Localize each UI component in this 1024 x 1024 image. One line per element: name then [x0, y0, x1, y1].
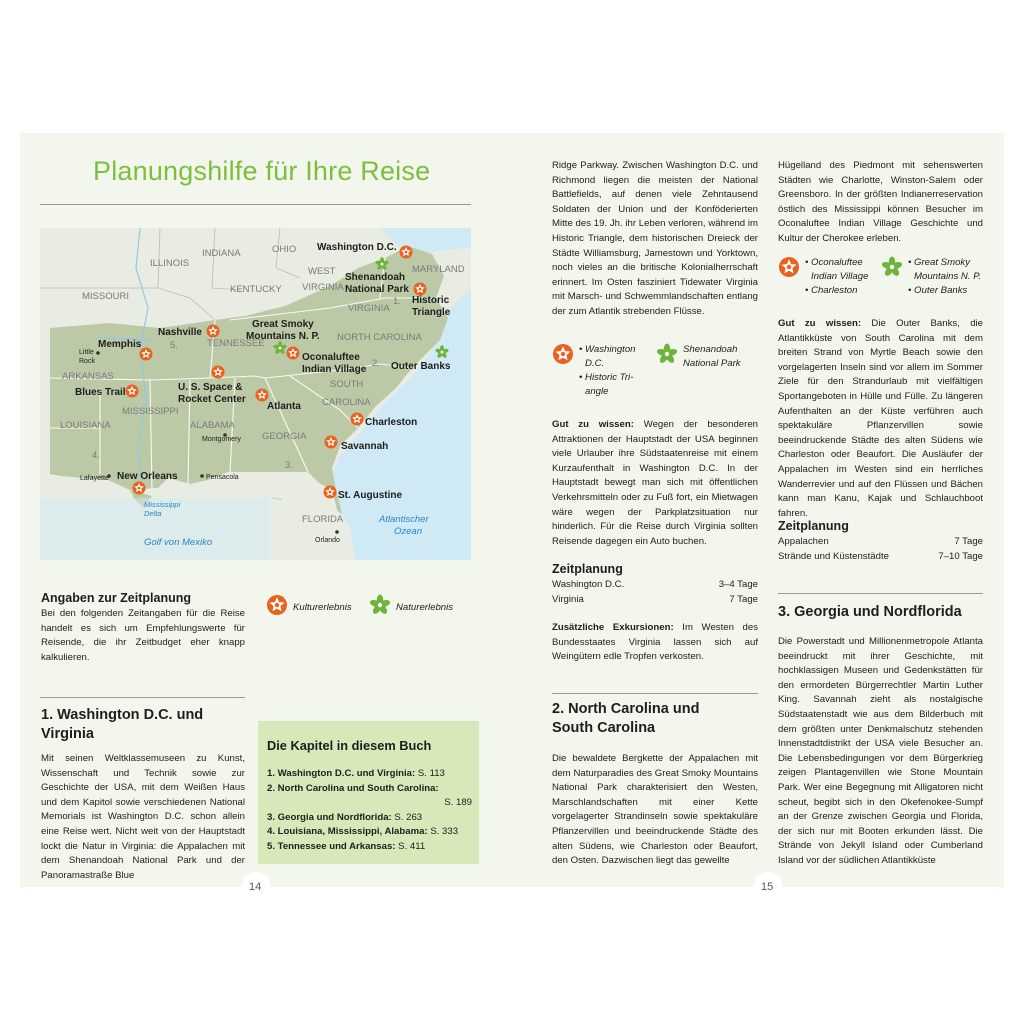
kultur-icon [552, 343, 574, 370]
zeitplanung-value: 7 Tage [729, 593, 758, 605]
legend-line: • Washington [579, 344, 636, 355]
map-place-label: Shenandoah [345, 272, 406, 283]
region-number: 1. [393, 296, 401, 307]
col1-legend-kultur-text [579, 343, 636, 399]
natur-icon [656, 343, 678, 370]
legend-line: National Park [683, 358, 741, 369]
section2-text: Die bewaldete Bergkette der Appalachen mit dem Naturparadies des Great Smoky Mountains National Park charakterisiert den Westen, Marschlandschaften mit einer Kette vorgelagerter Strandinseln sowie spektakuläre Pflanzervillen und beeindruckende Städte des alten Südens, wie Charleston oder Beaufort, den Osten. Dazwischen liegt das gewellte [552, 753, 758, 867]
zeitplanung-row [778, 550, 983, 565]
section-rule [552, 693, 758, 694]
col2-text: Hügelland des Piedmont mit sehenswerten Städten wie Charlotte, Winston-Salem oder Greensboro. In der größten Indianerreservation östlich des Mississippi können Besucher im Oconaluftee Indian Village Geschichte und Kultur der Cherokee erleben. [778, 160, 983, 244]
page-number-right: 15 [761, 881, 774, 893]
chapter-page: S. 263 [391, 811, 423, 823]
zeitplanung-heading: Angaben zur Zeitplanung [41, 591, 191, 605]
legend-line: D.C. [585, 358, 605, 369]
legend-line: • Historic Tri- [579, 372, 634, 383]
legend-line: Mountains N. P. [914, 271, 982, 282]
kultur-marker [212, 366, 225, 379]
legend-line: Indian Village [811, 271, 869, 282]
gut-text: Wegen der besonderen Attraktionen der Hauptstadt der USA beginnen viele Urlauber ihre Südstaatenreise mit einem Kurzaufenthalt in Washington D.C. In der Hauptstadt bewegt man sich mit öffentlichen Verkehrsmitteln oder zu Fuß fort, ein Mietwagen wäre wegen der Parkplatzsituation nur hinderlich. Für die Reise durch Virginia sollten Reisende dagegen ein Auto buchen. [552, 419, 759, 547]
kultur-icon [778, 256, 800, 283]
region-map [40, 228, 471, 560]
map-place-label: Mountains N. P. [246, 331, 320, 342]
map-place-label: Indian Village [302, 364, 367, 375]
water-label: Delta [144, 509, 162, 518]
map-place-label: Memphis [98, 339, 142, 350]
zeitplanung-value: 3–4 Tage [718, 579, 758, 590]
col1-exkursionen [552, 621, 758, 665]
map-svg [40, 228, 471, 560]
map-place-label: Montgomery [202, 436, 241, 443]
col2-legend-kultur-text [805, 256, 868, 298]
map-state-label: MISSISSIPPI [122, 406, 179, 417]
chapter-label: 5. Tennessee und Arkansas: [267, 840, 396, 852]
exk-text: Im Westen des Bundesstaates Virginia lassen sich auf Weingütern edle Tropfen verkosten. [552, 622, 758, 663]
natur-icon [881, 256, 903, 283]
kultur-marker [414, 283, 427, 296]
map-state-label: VIRGINIA [302, 282, 344, 293]
map-state-label: KENTUCKY [230, 284, 282, 295]
legend-natur [369, 594, 453, 621]
section2-heading [552, 700, 699, 738]
chapter-item [267, 840, 472, 855]
chapter-page: S. 411 [395, 840, 426, 852]
map-state-label: INDIANA [202, 248, 241, 259]
water-label: Mississippi [144, 500, 181, 509]
map-place-label: Lafayette [80, 475, 109, 482]
map-state-label: MARYLAND [412, 264, 465, 275]
region-number: 5. [170, 340, 178, 351]
map-place-label: Great Smoky [252, 319, 314, 330]
kultur-marker [256, 389, 269, 402]
legend-line: • Outer Banks [908, 285, 968, 296]
col2-zeitplanung-table [778, 535, 983, 564]
map-state-label: WEST [308, 266, 336, 277]
map-state-label: ARKANSAS [62, 371, 114, 382]
zeitplanung-label: Appalachen [778, 536, 829, 547]
section-rule [778, 593, 983, 594]
chapter-label: 2. North Carolina und South Carolina: [267, 782, 439, 794]
map-place-label: Rock [79, 358, 95, 365]
map-state-label: OHIO [272, 244, 297, 255]
city-dot [96, 351, 100, 355]
map-state-label: FLORIDA [302, 514, 344, 525]
chapter-item [267, 782, 472, 811]
map-place-label: Washington D.C. [317, 242, 397, 253]
kultur-marker [324, 486, 337, 499]
map-place-label: Atlanta [267, 401, 301, 412]
gut-label: Gut zu wissen: [778, 318, 862, 329]
city-dot [335, 530, 339, 534]
chapter-page: S. 189 [444, 797, 472, 809]
col2-gut-zu-wissen [778, 317, 983, 521]
map-place-label: National Park [345, 284, 409, 295]
water-label: Atlantischer [379, 514, 429, 525]
col1-zeitplanung-table [552, 578, 758, 607]
chapter-label: 3. Georgia und Nordflorida: [267, 811, 392, 823]
col1-zeitplanung-heading: Zeitplanung [552, 562, 623, 576]
page-title: Planungshilfe für Ihre Reise [93, 156, 431, 186]
legend-kultur-label: Kulturerlebnis [293, 601, 352, 613]
kultur-marker [207, 325, 220, 338]
chapter-page: S. 113 [415, 768, 445, 779]
section1-heading-line: Virginia [41, 726, 94, 742]
map-place-label: St. Augustine [338, 490, 403, 501]
col1-text: Ridge Parkway. Zwischen Washington D.C. und Richmond liegen die meisten der National Battlefields, auf denen viele Zehntausend Soldaten der Union und der Konföderierten Mitte des 19. Jh. ihr Leben verloren, während im Historic Triangle, dem historischen Dreieck der Städte Williamsburg, Jamestown und Yorktown, noch vieles an die britische Kolonialherrschaft erinnert. Im Osten fasziniert Tidewater Virginia mit Marsch- und Schwemmlandschaften entlang der zum Atlantik strebenden Flüsse. [552, 160, 758, 317]
chapter-label: 1. Washington D.C. und Virginia: [267, 768, 416, 779]
kultur-marker [351, 413, 364, 426]
section1-heading [41, 706, 203, 744]
water-label: Golf von Mexiko [144, 537, 213, 548]
section3-heading: 3. Georgia und Nordflorida [778, 604, 962, 620]
title-rule [40, 204, 471, 205]
region-number: 3. [285, 460, 293, 471]
kultur-marker [325, 436, 338, 449]
zeitplanung-row [778, 535, 983, 550]
kultur-marker [133, 482, 146, 495]
kultur-marker [400, 246, 413, 259]
map-place-label: Oconaluftee [302, 352, 360, 363]
zeitplanung-label: Virginia [552, 593, 584, 605]
section1-heading-line: 1. Washington D.C. und [41, 707, 204, 723]
col2-legend-kultur [778, 256, 868, 298]
legend-line: Shenandoah [683, 344, 738, 355]
chapter-label: 4. Louisiana, Mississippi, Alabama: [267, 826, 428, 838]
col1-legend-natur-text [683, 343, 741, 371]
legend-line: • Charleston [805, 285, 858, 296]
gut-text: Die Outer Banks, die Atlantikküste von South Carolina mit dem breiten Strand von Myrtle Beach sowie den vorgelagerten Inseln sind vor allem im Sommer Ziele für den Strandurlaub mit vielfältigen Sportangeboten in Hülle und Fülle. Zu längeren Aufenthalten an der Küste verführen auch spektakuläre Pflanzervillen sowie beeindruckende Städte des alten Südens wie Charleston oder Beaufort. Die Ausläufer der Appalachen im Westen sind ein herrliches Wanderrevier und auf den Flüssen und Bächen kann man Kanu, Kajak und Schlauchboot fahren. [778, 318, 984, 519]
map-state-label: TENNESSEE [207, 338, 265, 349]
kultur-marker [287, 347, 300, 360]
map-state-label: CAROLINA [322, 397, 371, 408]
map-state-label: ILLINOIS [150, 258, 190, 269]
chapters-box-title: Die Kapitel in diesem Buch [267, 738, 432, 753]
exk-label: Zusätzliche Exkursionen: [552, 622, 674, 633]
col1-gut-zu-wissen [552, 418, 758, 549]
map-place-label: New Orleans [117, 471, 178, 482]
kultur-marker [140, 348, 153, 361]
map-state-label: LOUISIANA [60, 420, 111, 431]
chapter-item [267, 811, 472, 826]
legend-line: • Oconaluftee [805, 257, 863, 268]
map-state-label: NORTH CAROLINA [337, 332, 422, 343]
map-place-label: Rocket Center [178, 394, 246, 405]
zeitplanung-label: Washington D.C. [552, 579, 625, 590]
col2-zeitplanung-heading: Zeitplanung [778, 519, 849, 533]
zeitplanung-row [552, 578, 758, 593]
map-state-label: ALABAMA [190, 420, 235, 431]
section-rule [40, 697, 245, 698]
map-place-label: Nashville [158, 327, 202, 338]
kultur-icon [266, 594, 288, 621]
col1-legend-natur [656, 343, 741, 371]
region-number: 2. [372, 358, 380, 369]
map-state-label: SOUTH [330, 379, 364, 390]
legend-natur-label: Naturerlebnis [396, 601, 454, 613]
zeitplanung-value: 7 Tage [954, 536, 983, 547]
region-number: 4. [92, 450, 100, 461]
gut-label: Gut zu wissen: [552, 419, 634, 430]
legend-line: angle [585, 386, 609, 397]
map-place-label: Charleston [365, 417, 418, 428]
map-place-label: Outer Banks [391, 361, 451, 372]
zeitplanung-row [552, 593, 758, 608]
chapter-item [267, 767, 472, 782]
col2-legend-natur [881, 256, 981, 298]
map-place-label: Little [79, 349, 94, 356]
zeitplanung-text: Bei den folgenden Zeitangaben für die Reise handelt es sich um Empfehlungswerte für Reisende, die ihr Zeitbudget eher knapp kalkulieren. [41, 608, 245, 663]
zeitplanung-label: Strände und Küstenstädte [778, 550, 889, 562]
map-place-label: Historic [412, 295, 450, 306]
section1-text: Mit seinen Weltklassemuseen zu Kunst, Wissenschaft und Technik sowie zur Geschichte der USA, mit dem Weißen Haus und dem Kapitol sowie verschiedenen National Memorials ist Washington D.C. schon allein eine Reise wert. Nicht weit von der Hauptstadt lockt die Natur in Virginia: die Appalachen mit dem Shenandoah National Park und der Panoramastraße Blue [41, 753, 245, 881]
section2-heading-line: 2. North Carolina und [552, 701, 700, 717]
legend-kultur [266, 594, 352, 621]
map-place-label: Blues Trail [75, 387, 126, 398]
map-place-label: U. S. Space & [178, 382, 243, 393]
natur-icon [369, 594, 391, 621]
legend-line: • Great Smoky [908, 257, 971, 268]
map-place-label: Orlando [315, 537, 340, 544]
chapter-item [267, 825, 472, 840]
map-place-label: Savannah [341, 441, 389, 452]
section2-heading-line: South Carolina [552, 720, 656, 736]
chapters-box [258, 721, 479, 864]
map-state-label: VIRGINIA [348, 303, 390, 314]
water-label: Ozean [394, 526, 422, 537]
col2-legend-natur-text [908, 256, 981, 298]
city-dot [200, 474, 204, 478]
map-state-label: GEORGIA [262, 431, 307, 442]
page-number-left: 14 [249, 881, 262, 893]
col1-legend-kultur [552, 343, 636, 399]
kultur-marker [126, 385, 139, 398]
chapters-list [267, 767, 472, 855]
map-state-label: MISSOURI [82, 291, 129, 302]
map-place-label: Triangle [412, 307, 451, 318]
map-place-label: Pensacola [206, 474, 239, 481]
zeitplanung-value: 7–10 Tage [938, 550, 983, 562]
chapter-page: S. 333 [427, 826, 459, 838]
section3-text: Die Powerstadt und Millionenmetropole Atlanta beeindruckt mit ihrer Geschichte, mit hochklassigen Museen und Gedenkstätten für den ermordeten Bürgerrechtler Martin Luther King. Savannah zieht als nostalgische Südstaatenstadt wie aus dem Bilderbuch mit dem größten unter Denkmalschutz stehenden Innenstadtdistrikt der USA viele Besucher an. Die Lebensbedingungen vor dem Bürgerkrieg zeigen Plantagenvillen wie Stone Mountain Park. Wer eine Begegnung mit Alligatoren nicht scheut, begibt sich in den Okefenokee-Sumpf an der Grenze zwischen Georgia und Florida, der sich nur mit Booten erkunden lässt. Die Strände von Jekyll Island oder Cumberland Island vor der südlichen Atlantikküste [778, 636, 983, 866]
